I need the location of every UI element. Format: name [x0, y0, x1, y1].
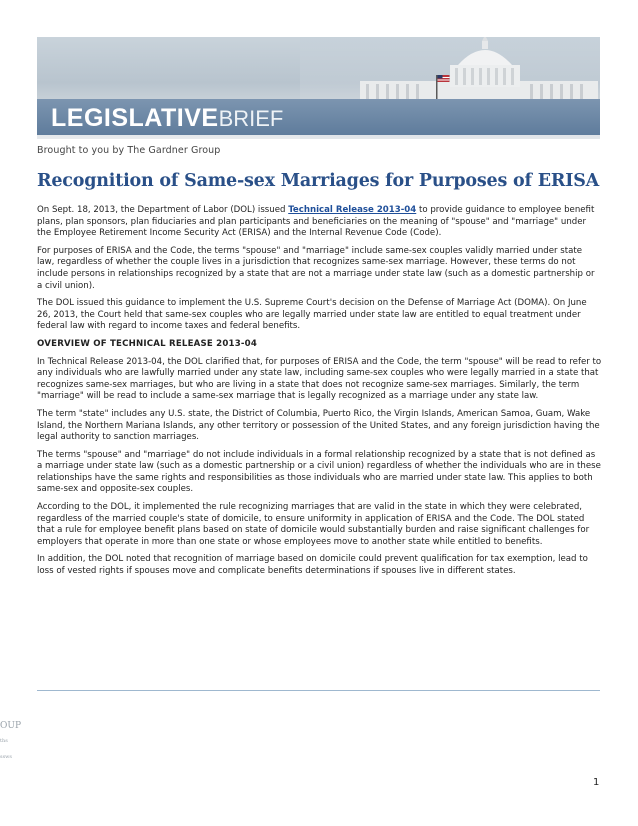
- paragraph: In addition, the DOL noted that recognition of marriage based on domicile could prevent qualification for tax exemption, lead to loss of vested rights if spouses move and complicate benefits determinations if spouses live in different states.: [37, 554, 588, 577]
- banner-title: [51, 101, 283, 135]
- intro-paragraph: [37, 205, 602, 240]
- technical-release-link[interactable]: Technical Release 2013-04: [288, 205, 417, 215]
- section-heading: OVERVIEW OF TECHNICAL RELEASE 2013-04: [37, 338, 257, 349]
- paragraph: For purposes of ERISA and the Code, the terms "spouse" and "marriage" include same-sex couples validly married under state law, regardless of whether the couple lives in a jurisdiction that recognizes same-sex marriage. However, these terms do not include persons in relationships recognized by a state that are not a marriage under state law (such as a domestic partnership or a civil union).: [37, 245, 595, 291]
- footer-divider: [37, 690, 600, 691]
- intro-text-before: On Sept. 18, 2013, the Department of Labor (DOL) issued: [37, 205, 289, 215]
- paragraph: The DOL issued this guidance to implement the U.S. Supreme Court's decision on the Defense of Marriage Act (DOMA). On June 26, 2013, the Court held that same-sex couples who are legally married under state law are entitled to equal treatment under federal law with regard to income taxes and federal benefits.: [37, 298, 587, 332]
- paragraph: The terms "spouse" and "marriage" do not include individuals in a formal relationship recognized by a state that is not defined as a marriage under state law (such as a domestic partnership or a civil union) regardless of whether the individuals who are in these relationships have the same rights and responsibilities as those individuals who are married under state law. This applies to both same-sex and opposite-sex couples.: [37, 449, 601, 495]
- edge-fragment: ths: [0, 738, 8, 744]
- page-title: Recognition of Same-sex Marriages for Purposes of ERISA: [37, 171, 600, 191]
- paragraph: In Technical Release 2013-04, the DOL clarified that, for purposes of ERISA and the Code, the term "spouse" will be read to refer to any individuals who are lawfully married under any state law, including same-sex couples who were legally married in a state that recognizes same-sex marriages, but who are living in a state that does not recognize same-sex marriages. Similarly, the term "marriage" will be read to include a same-sex marriage that is legally recognized as a marriage under any state law.: [37, 356, 602, 402]
- edge-fragment: OUP: [0, 721, 22, 731]
- paragraph: The term "state" includes any U.S. state, the District of Columbia, Puerto Rico, the Virgin Islands, American Samoa, Guam, Wake Island, the Northern Mariana Islands, any other territory or possession of the United States, and any foreign jurisdiction having the legal authority to sanction marriages.: [37, 408, 600, 443]
- edge-fragment: ssws: [0, 754, 12, 760]
- intro-text-after: to provide guidance to employee benefit plans, plan sponsors, plan fiduciaries and plan participants and beneficiaries on the meaning of "spouse" and "marriage" under the Employee Retirement Income Security Act (ERISA) and the Internal Revenue Code (Code).: [37, 205, 595, 239]
- header-banner: [37, 37, 600, 139]
- byline: Brought to you by The Gardner Group: [37, 145, 221, 156]
- banner-title-bold: LEGISLATIVE: [51, 104, 219, 132]
- article-body: [37, 205, 602, 584]
- page-number: 1: [593, 777, 600, 788]
- paragraph: According to the DOL, it implemented the rule recognizing marriages that are valid in the state in which they were celebrated, regardless of the married couple's state of domicile, to ensure uniformity in application of ERISA and the Code. The DOL stated that a rule for employee benefit plans based on state of domicile would substantially burden and raise significant challenges for employers that operate in more than one state or whose employees move to another state while entitled to benefits.: [37, 502, 590, 547]
- banner-title-light: BRIEF: [218, 106, 284, 131]
